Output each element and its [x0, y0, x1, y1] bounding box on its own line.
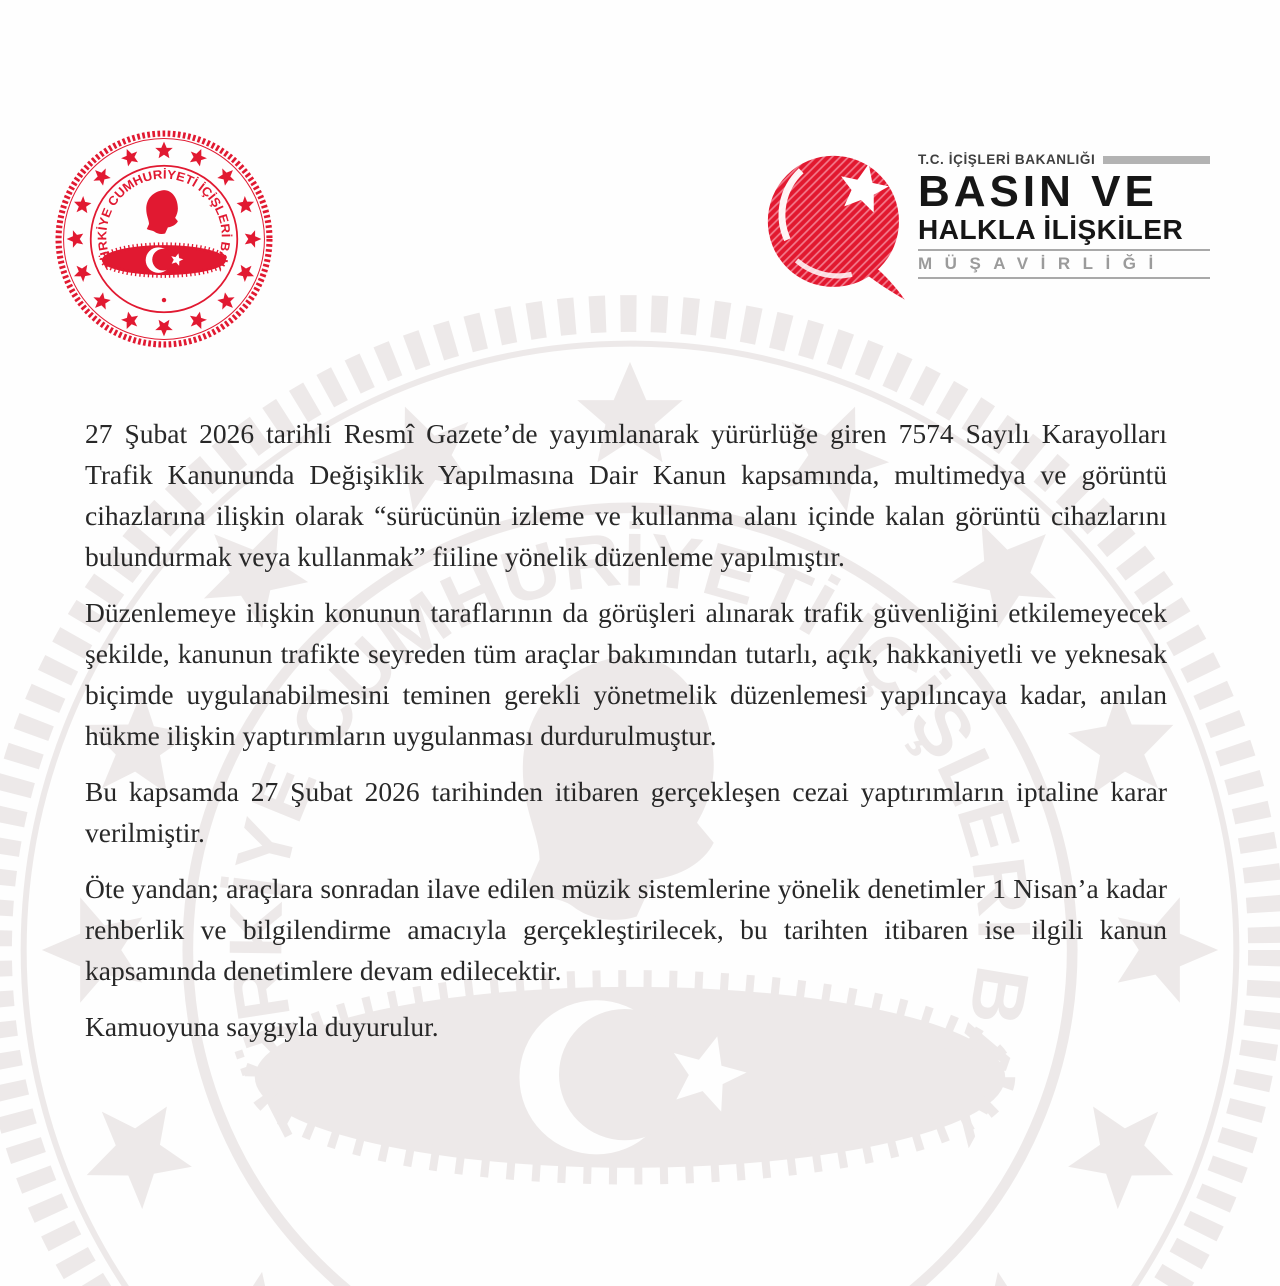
- paragraph-law-change: 27 Şubat 2026 tarihli Resmî Gazete’de yayımlanarak yürürlüğe giren 7574 Sayılı Karayolları Trafik Kanununda Değişiklik Yapılmasına Dair Kanun kapsamında, multimedya ve görüntü cihazlarına ilişkin olarak “sürücünün izleme ve kullanma alanı içinde kalan görüntü cihazlarını bulundurmak veya kullanmak” fiiline yönelik düzenleme yapılmıştır.: [85, 418, 1167, 572]
- paragraph-closing: Kamuoyuna saygıyla duyurulur.: [85, 1011, 439, 1042]
- office-title-line2: HALKLA İLİŞKİLER: [918, 214, 1184, 245]
- office-title-line3-rules: [918, 249, 1210, 279]
- paragraph-suspension: Düzenlemeye ilişkin konunun taraflarının da görüşleri alınarak trafik güvenliğini etkilemeyecek şekilde, kanunun trafikte seyreden tüm araçlar bakımından tutarlı, açık, hakkaniyetli ve yeknesak biçimde uygulanabilmesini teminen gerekli yönetmelik düzenlemesi yapılıncaya kadar, anılan hükme ilişkin yaptırımların uygulanması durdurulmuştur.: [85, 597, 1167, 751]
- paragraph-cancellation: Bu kapsamda 27 Şubat 2026 tarihinden itibaren gerçekleşen cezai yaptırımların iptaline karar verilmiştir.: [85, 776, 1167, 848]
- header-divider-bar: [1103, 156, 1210, 164]
- press-office-wordmark: [918, 152, 1210, 279]
- office-title-line3: MÜŞAVİRLİĞİ: [918, 254, 1166, 273]
- paragraph-music-systems: Öte yandan; araçlara sonradan ilave edilen müzik sistemlerine yönelik denetimler 1 Nisan’a kadar rehberlik ve bilgilendirme amacıyla gerçekleştirilecek, bu tarihten itibaren ise ilgili kanun kapsamında denetimlere devam edilecektir.: [85, 873, 1167, 986]
- ministry-seal-icon: [53, 128, 275, 350]
- office-title-line1: BASIN VE: [918, 167, 1158, 216]
- press-office-globe-icon: [762, 150, 914, 318]
- ministry-name-label: T.C. İÇİŞLERİ BAKANLIĞI: [918, 152, 1096, 167]
- announcement-text: [85, 413, 1167, 1062]
